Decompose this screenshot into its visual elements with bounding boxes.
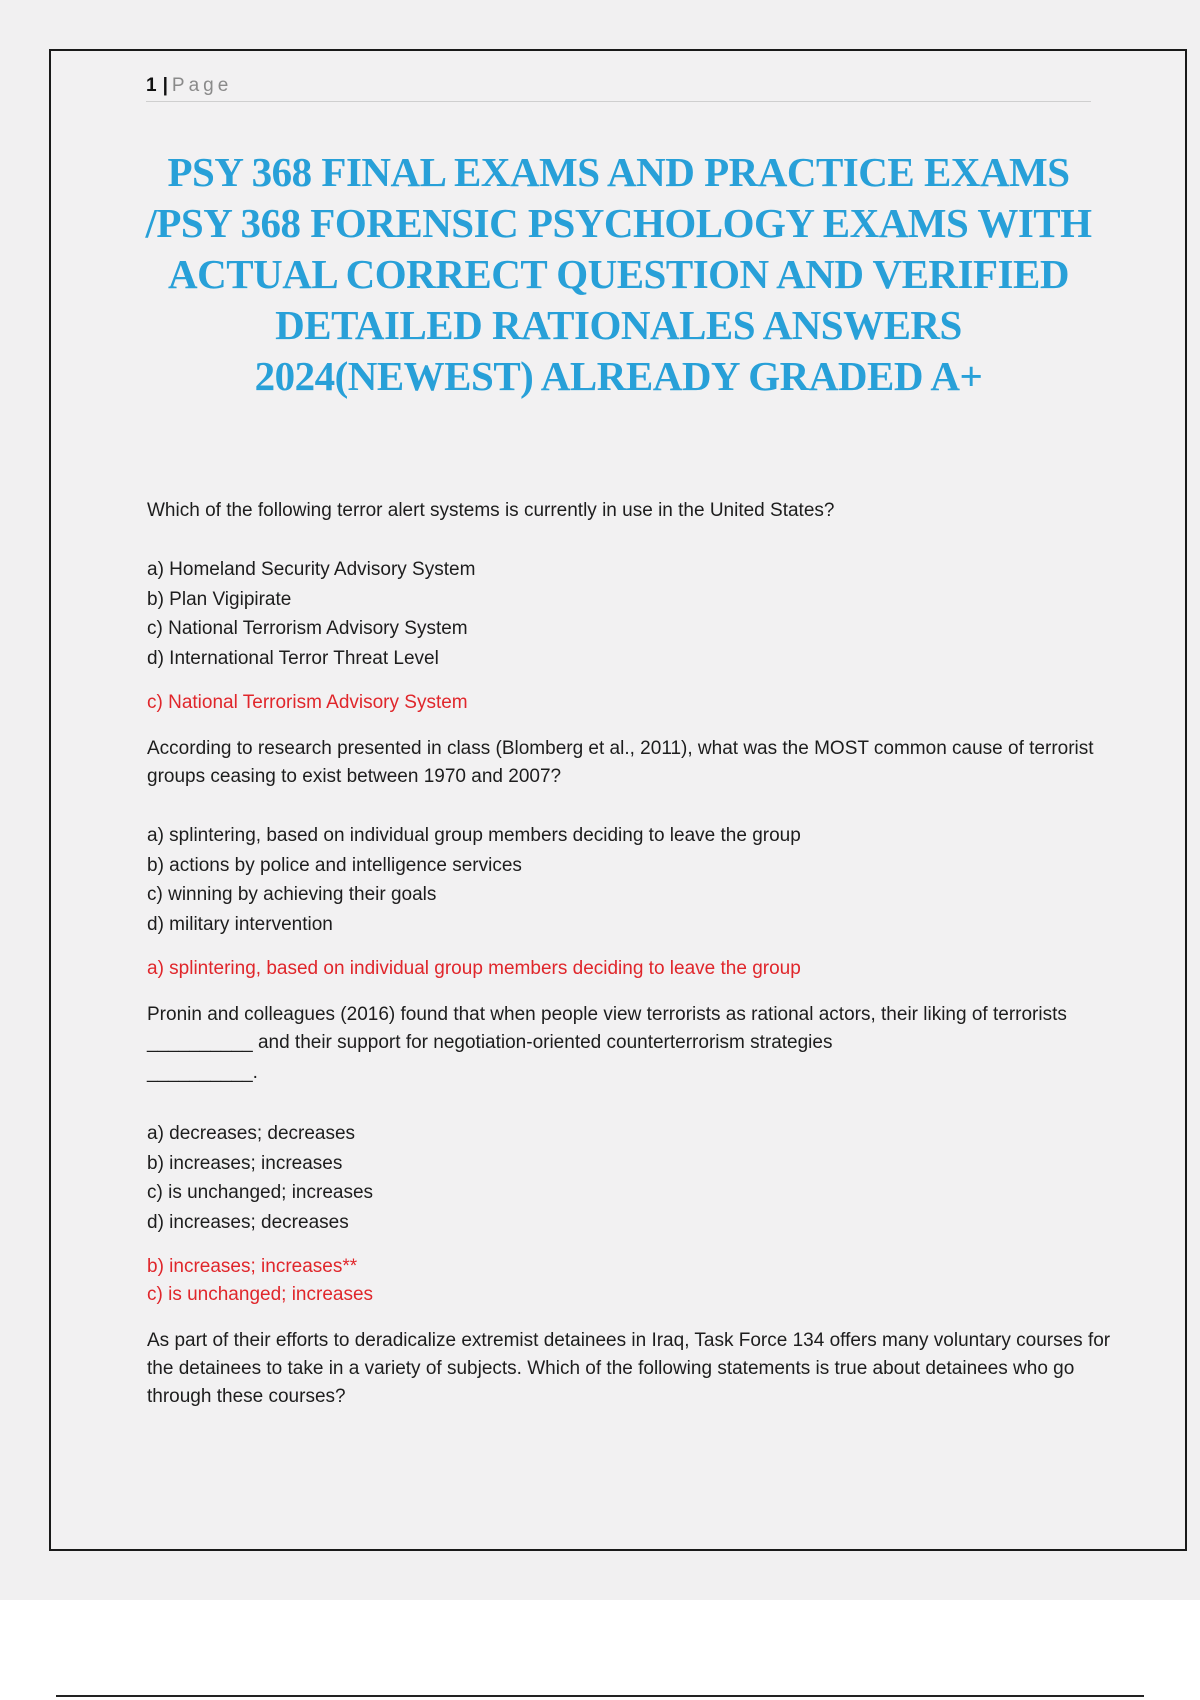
- page-separator: |: [162, 75, 168, 96]
- document-title: PSY 368 FINAL EXAMS AND PRACTICE EXAMS /PSY 368 FORENSIC PSYCHOLOGY EXAMS WITH ACTUAL CORRECT QUESTION AND VERIFIED DETAILED RATIONALES ANSWERS 2024(NEWEST) ALREADY GRADED A+: [145, 149, 1092, 399]
- correct-answer: c) National Terrorism Advisory System: [147, 692, 468, 713]
- question-block-1: [147, 497, 1137, 717]
- option-c: c) is unchanged; increases: [147, 1182, 374, 1203]
- question-text: Which of the following terror alert systems is currently in use in the United States?: [147, 500, 835, 521]
- option-b: b) increases; increases: [147, 1152, 343, 1174]
- option-d: d) military intervention: [147, 913, 333, 935]
- option-c: c) winning by achieving their goals: [147, 884, 437, 905]
- question-block-2: [147, 735, 1137, 983]
- option-a: a) Homeland Security Advisory System: [147, 559, 476, 580]
- option-d: d) increases; decreases: [147, 1211, 349, 1233]
- correct-answer: b) increases; increases**: [147, 1256, 358, 1277]
- option-list: [147, 821, 1137, 939]
- question-blank-tail: __________.: [147, 1062, 258, 1083]
- correct-answer: a) splintering, based on individual group members deciding to leave the group: [147, 958, 801, 979]
- document-page: [49, 49, 1187, 1551]
- question-text: As part of their efforts to deradicalize extremist detainees in Iraq, Task Force 134 offers many voluntary courses for the detainees to take in a variety of subjects. Which of the following statements is true about detainees who go through these courses?: [147, 1330, 1111, 1407]
- option-a: a) splintering, based on individual group members deciding to leave the group: [147, 825, 801, 846]
- option-a: a) decreases; decreases: [147, 1123, 356, 1144]
- question-text: According to research presented in class (Blomberg et al., 2011), what was the MOST common cause of terrorist groups ceasing to exist between 1970 and 2007?: [147, 738, 1094, 787]
- question-text: Pronin and colleagues (2016) found that when people view terrorists as rational actors, their liking of terrorists __________ and their support for negotiation-oriented counterterrorism strategies: [147, 1004, 1067, 1053]
- correct-answer-alt: c) is unchanged; increases: [147, 1284, 374, 1305]
- question-block-3: [147, 1001, 1137, 1309]
- option-list: [147, 555, 1137, 673]
- option-c: c) National Terrorism Advisory System: [147, 618, 468, 639]
- page-word: Page: [171, 75, 233, 96]
- page-header: [146, 75, 1091, 102]
- option-b: b) actions by police and intelligence services: [147, 854, 522, 876]
- option-b: b) Plan Vigipirate: [147, 588, 292, 610]
- page-number: 1: [146, 75, 157, 96]
- option-list: [147, 1119, 1137, 1237]
- option-d: d) International Terror Threat Level: [147, 647, 439, 669]
- question-list: [147, 497, 1137, 1429]
- question-block-4: [147, 1327, 1137, 1411]
- next-page-rule: [56, 1695, 1144, 1697]
